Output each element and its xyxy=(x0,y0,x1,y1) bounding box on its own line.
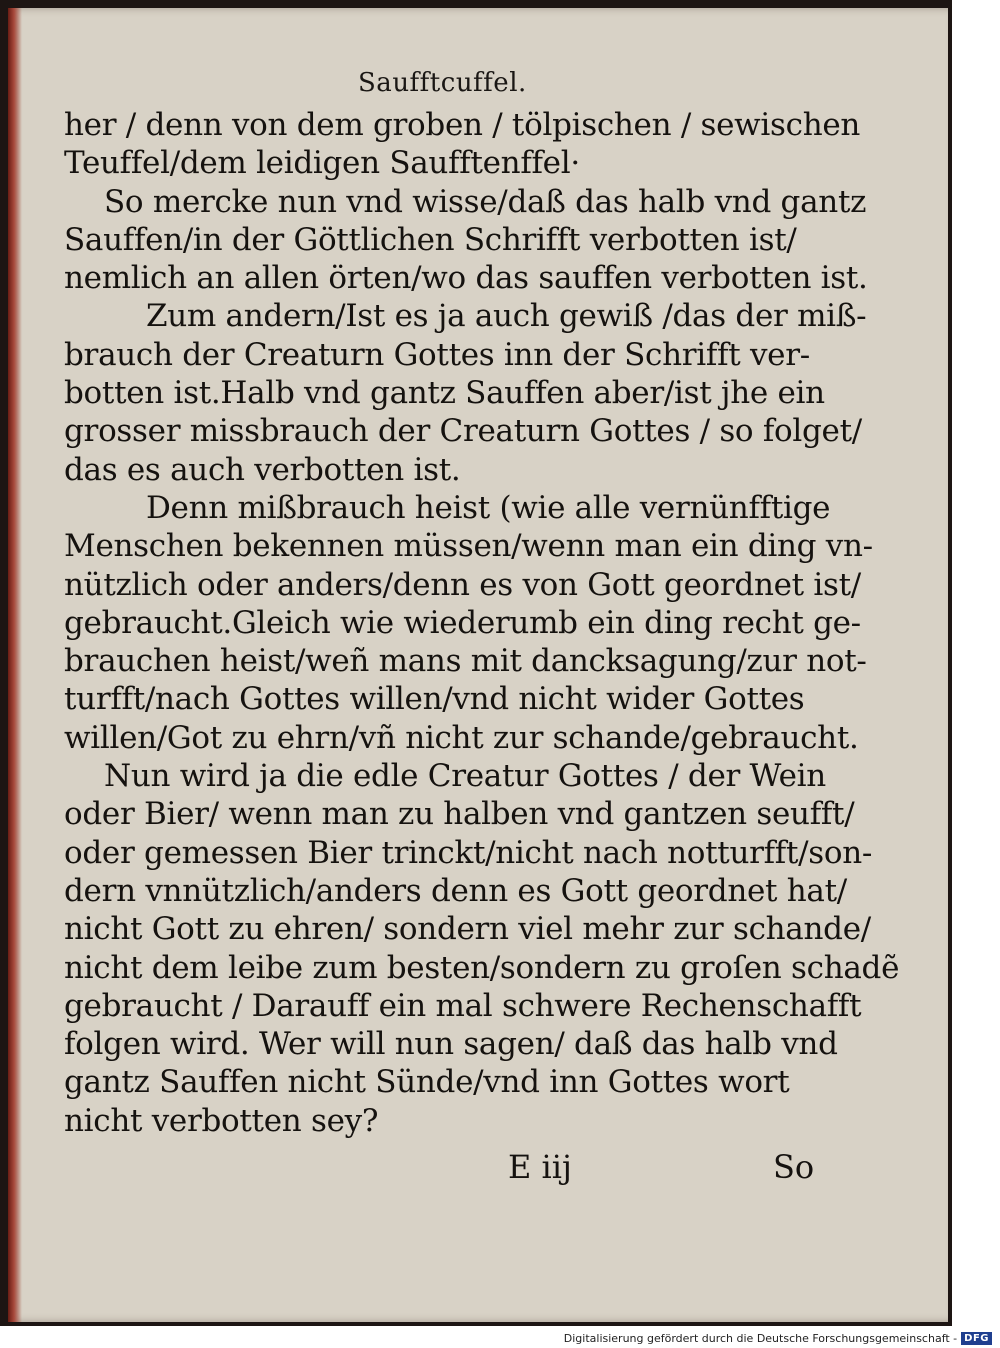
text-line: nützlich oder anders/denn es von Gott geordnet ist/ xyxy=(64,566,861,603)
text-line: botten ist.Halb vnd gantz Sauffen aber/ist jhe ein xyxy=(64,375,825,412)
book-spine-edge xyxy=(8,8,22,1322)
text-line: nicht Gott zu ehren/ sondern viel mehr zur schande/ xyxy=(64,911,871,948)
digitization-footer xyxy=(564,1330,992,1346)
text-line: turfft/nach Gottes willen/vnd nicht wider Gottes xyxy=(64,681,805,718)
text-line: Nun wird ja die edle Creatur Gottes / der Wein xyxy=(104,758,826,795)
funding-credit: Digitalisierung gefördert durch die Deutsche Forschungsgemeinschaft - xyxy=(563,1331,958,1345)
body-text xyxy=(64,106,900,1140)
text-line: Teuffel/dem leidigen Saufftenffel· xyxy=(64,145,580,182)
text-line: Sauffen/in der Göttlichen Schrifft verbotten ist/ xyxy=(64,221,797,258)
text-line: oder Bier/ wenn man zu halben vnd gantzen seufft/ xyxy=(64,796,855,833)
text-line: nicht dem leibe zum besten/sondern zu groſen schadẽ xyxy=(64,949,900,986)
text-line: Menschen bekennen müssen/wenn man ein ding vn- xyxy=(64,528,873,565)
running-head: Saufftcuffel. xyxy=(358,68,527,98)
text-line: grosser missbrauch der Creaturn Gottes / so folget/ xyxy=(64,413,862,450)
text-line: gebraucht / Darauff ein mal schwere Rechenschafft xyxy=(64,987,862,1024)
text-line: gantz Sauffen nicht Sünde/vnd inn Gottes wort xyxy=(64,1064,790,1101)
text-line: her / denn von dem groben / tölpischen / sewischen xyxy=(64,107,861,143)
text-line: Zum andern/Ist es ja auch gewiß /das der miß- xyxy=(146,298,867,335)
text-line: gebraucht.Gleich wie wiederumb ein ding recht ge- xyxy=(64,604,861,641)
text-line: willen/Got zu ehrn/vñ nicht zur schande/gebraucht. xyxy=(64,719,859,756)
text-line: brauchen heist/weñ mans mit dancksagung/zur not- xyxy=(64,643,867,680)
text-line: nemlich an allen örten/wo das sauffen verbotten ist. xyxy=(64,260,868,297)
dfg-logo: DFG xyxy=(961,1332,992,1345)
book-page xyxy=(8,8,948,1322)
text-line: Denn mißbrauch heist (wie alle vernünfftige xyxy=(146,489,831,526)
text-line: folgen wird. Wer will nun sagen/ daß das halb vnd xyxy=(64,1026,838,1063)
text-line: nicht verbotten sey? xyxy=(64,1102,379,1139)
catchword: So xyxy=(773,1148,815,1186)
text-line: brauch der Creaturn Gottes inn der Schrifft ver- xyxy=(64,336,810,373)
text-line: das es auch verbotten ist. xyxy=(64,451,461,488)
text-line: dern vnnützlich/anders denn es Gott geordnet hat/ xyxy=(64,872,847,909)
text-line: So mercke nun vnd wisse/daß das halb vnd gantz xyxy=(104,183,867,220)
text-line: oder gemessen Bier trinckt/nicht nach notturfft/son- xyxy=(64,834,873,871)
signature-mark: E iij xyxy=(508,1148,572,1186)
